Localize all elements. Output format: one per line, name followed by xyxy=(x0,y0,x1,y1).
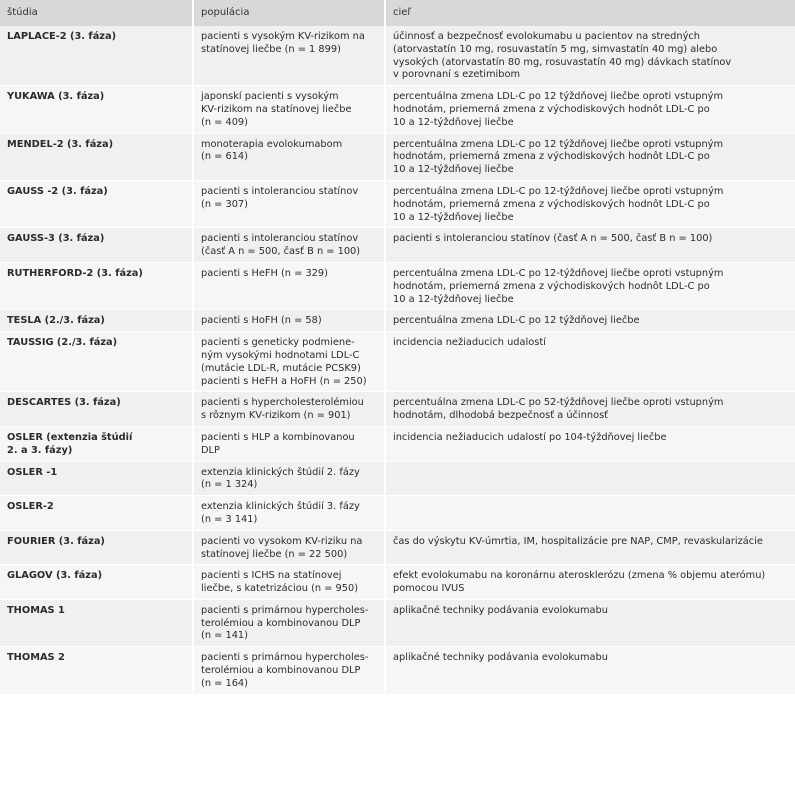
cell-line: extenzia klinických štúdií 3. fázy xyxy=(201,501,360,513)
cell-line: aplikačné techniky podávania evolokumabu xyxy=(393,604,608,616)
cell-line: hodnotám, priemerná zmena z východiskových hodnôt LDL-C po xyxy=(393,103,710,115)
cell-line: japonskí pacienti s vysokým xyxy=(201,91,339,103)
study-cell xyxy=(0,86,194,133)
population-cell xyxy=(194,228,386,263)
population-cell xyxy=(194,26,386,86)
cell-line: 2. a 3. fázy) xyxy=(7,444,73,456)
population-cell xyxy=(194,462,386,497)
cell-line: (n = 141) xyxy=(201,630,248,642)
goal-cell xyxy=(386,332,795,392)
study-cell xyxy=(0,181,194,228)
cell-line: (časť A n = 500, časť B n = 100) xyxy=(201,246,361,258)
table-row xyxy=(0,134,795,181)
cell-line: liečbe, s katetrizáciou (n = 950) xyxy=(201,583,359,595)
table-row xyxy=(0,647,795,694)
table-header-row xyxy=(0,0,795,26)
cell-line: (n = 3 141) xyxy=(201,513,258,525)
cell-line: percentuálna zmena LDL-C po 12-týždňovej liečbe oproti vstupným xyxy=(393,185,724,197)
cell-line: efekt evolokumabu na koronárnu aterosklerózu (zmena % objemu aterómu) xyxy=(393,570,766,582)
cell-line: vysokých (atorvastatín 80 mg, rosuvastatín 40 mg) dávkach statínov xyxy=(393,56,732,68)
population-cell xyxy=(194,86,386,133)
cell-line: s rôznym KV-rizikom (n = 901) xyxy=(201,410,351,422)
study-cell xyxy=(0,26,194,86)
cell-line: pacienti s primárnou hypercholes- xyxy=(201,604,369,616)
cell-line: čas do výskytu KV-úmrtia, IM, hospitalizácie pre NAP, CMP, revaskularizácie xyxy=(393,535,763,547)
table-row xyxy=(0,531,795,566)
study-cell xyxy=(0,496,194,531)
cell-line xyxy=(393,501,789,514)
cell-line: pacienti s intoleranciou statínov xyxy=(201,233,359,245)
cell-line: pacienti s HeFH (n = 329) xyxy=(201,267,328,279)
goal-cell xyxy=(386,462,795,497)
cell-line: hodnotám, priemerná zmena z východiskových hodnôt LDL-C po xyxy=(393,198,710,210)
cell-line: pacienti s intoleranciou statínov (časť A n = 500, časť B n = 100) xyxy=(393,233,713,245)
table-row xyxy=(0,496,795,531)
table-row xyxy=(0,565,795,600)
cell-line: hodnotám, priemerná zmena z východiskových hodnôt LDL-C po xyxy=(393,280,710,292)
cell-line: hodnotám, dlhodobá bezpečnosť a účinnosť xyxy=(393,410,609,422)
population-cell xyxy=(194,392,386,427)
cell-line: terolémiou a kombinovanou DLP xyxy=(201,617,361,629)
cell-line: pomocou IVUS xyxy=(393,583,465,595)
cell-line: extenzia klinických štúdií 2. fázy xyxy=(201,466,360,478)
study-cell xyxy=(0,462,194,497)
table-row xyxy=(0,26,795,86)
cell-line: 10 a 12-týždňovej liečbe xyxy=(393,116,514,128)
population-cell xyxy=(194,310,386,332)
cell-line: (atorvastatín 10 mg, rosuvastatín 5 mg, simvastatín 40 mg) alebo xyxy=(393,43,718,55)
cell-line: statínovej liečbe (n = 22 500) xyxy=(201,548,348,560)
cell-line: GAUSS -2 (3. fáza) xyxy=(7,185,108,197)
cell-line: ným vysokými hodnotami LDL-C xyxy=(201,349,360,361)
cell-line: aplikačné techniky podávania evolokumabu xyxy=(393,652,608,664)
cell-line: 10 a 12-týždňovej liečbe xyxy=(393,211,514,223)
cell-line: pacienti s hypercholesterolémiou xyxy=(201,397,364,409)
cell-line: (n = 1 324) xyxy=(201,479,258,491)
table-row xyxy=(0,332,795,392)
cell-line: percentuálna zmena LDL-C po 12 týždňovej liečbe xyxy=(393,315,640,327)
cell-line: (n = 409) xyxy=(201,116,248,128)
study-cell xyxy=(0,134,194,181)
goal-cell xyxy=(386,310,795,332)
study-cell xyxy=(0,565,194,600)
cell-line: pacienti s primárnou hypercholes- xyxy=(201,652,369,664)
cell-line: GAUSS-3 (3. fáza) xyxy=(7,233,105,245)
header-study: štúdia xyxy=(0,0,194,26)
goal-cell xyxy=(386,228,795,263)
cell-line: (n = 614) xyxy=(201,151,248,163)
goal-cell xyxy=(386,531,795,566)
cell-line: účinnosť a bezpečnosť evolokumabu u pacientov na stredných xyxy=(393,31,700,42)
cell-line: KV-rizikom na statínovej liečbe xyxy=(201,103,352,115)
population-cell xyxy=(194,496,386,531)
goal-cell xyxy=(386,181,795,228)
cell-line: OSLER -1 xyxy=(7,466,58,478)
cell-line: (mutácie LDL-R, mutácie PCSK9) xyxy=(201,362,361,374)
table-row xyxy=(0,600,795,647)
cell-line: YUKAWA (3. fáza) xyxy=(7,91,105,103)
cell-line: OSLER (extenzia štúdií xyxy=(7,431,133,443)
cell-line: (n = 164) xyxy=(201,677,248,689)
population-cell xyxy=(194,565,386,600)
cell-line: MENDEL-2 (3. fáza) xyxy=(7,138,114,150)
cell-line: pacienti s HeFH a HoFH (n = 250) xyxy=(201,375,367,387)
cell-line: (n = 307) xyxy=(201,198,248,210)
study-cell xyxy=(0,427,194,462)
study-cell xyxy=(0,310,194,332)
cell-line: percentuálna zmena LDL-C po 12-týždňovej liečbe oproti vstupným xyxy=(393,267,724,279)
study-cell xyxy=(0,263,194,310)
cell-line: monoterapia evolokumabom xyxy=(201,138,343,150)
cell-line: incidencia nežiaducich udalostí po 104-týždňovej liečbe xyxy=(393,431,667,443)
goal-cell xyxy=(386,263,795,310)
cell-line: LAPLACE-2 (3. fáza) xyxy=(7,31,117,42)
population-cell xyxy=(194,263,386,310)
population-cell xyxy=(194,181,386,228)
table-row xyxy=(0,392,795,427)
study-cell xyxy=(0,647,194,694)
table-row xyxy=(0,263,795,310)
goal-cell xyxy=(386,86,795,133)
goal-cell xyxy=(386,647,795,694)
goal-cell xyxy=(386,427,795,462)
cell-line: pacienti s HoFH (n = 58) xyxy=(201,315,322,327)
cell-line: percentuálna zmena LDL-C po 52-týždňovej liečbe oproti vstupným xyxy=(393,397,724,409)
cell-line: 10 a 12-týždňovej liečbe xyxy=(393,293,514,305)
goal-cell xyxy=(386,392,795,427)
cell-line: THOMAS 2 xyxy=(7,652,65,664)
population-cell xyxy=(194,332,386,392)
table-row xyxy=(0,310,795,332)
goal-cell xyxy=(386,496,795,531)
study-cell xyxy=(0,228,194,263)
cell-line: THOMAS 1 xyxy=(7,604,65,616)
cell-line: OSLER-2 xyxy=(7,501,54,513)
study-cell xyxy=(0,600,194,647)
cell-line: percentuálna zmena LDL-C po 12 týždňovej liečbe oproti vstupným xyxy=(393,91,724,103)
goal-cell xyxy=(386,600,795,647)
cell-line: statínovej liečbe (n = 1 899) xyxy=(201,43,341,55)
population-cell xyxy=(194,600,386,647)
cell-line: 10 a 12-týždňovej liečbe xyxy=(393,164,514,176)
cell-line: RUTHERFORD-2 (3. fáza) xyxy=(7,267,143,279)
population-cell xyxy=(194,427,386,462)
cell-line: DESCARTES (3. fáza) xyxy=(7,397,121,409)
cell-line: DLP xyxy=(201,444,220,456)
table-row xyxy=(0,462,795,497)
table-row xyxy=(0,228,795,263)
cell-line: percentuálna zmena LDL-C po 12 týždňovej liečbe oproti vstupným xyxy=(393,138,724,150)
cell-line: pacienti s intoleranciou statínov xyxy=(201,185,359,197)
header-population: populácia xyxy=(194,0,386,26)
cell-line: TESLA (2./3. fáza) xyxy=(7,315,105,327)
table-row xyxy=(0,86,795,133)
goal-cell xyxy=(386,26,795,86)
cell-line: terolémiou a kombinovanou DLP xyxy=(201,665,361,677)
table-row xyxy=(0,181,795,228)
cell-line: GLAGOV (3. fáza) xyxy=(7,570,103,582)
goal-cell xyxy=(386,565,795,600)
table-row xyxy=(0,427,795,462)
table-body xyxy=(0,26,795,695)
cell-line: pacienti s vysokým KV-rizikom na xyxy=(201,31,365,42)
header-goal: cieľ xyxy=(386,0,795,26)
cell-line xyxy=(393,467,789,480)
cell-line: incidencia nežiaducich udalostí xyxy=(393,337,546,349)
study-cell xyxy=(0,332,194,392)
study-cell xyxy=(0,531,194,566)
cell-line: pacienti s geneticky podmiene- xyxy=(201,337,355,349)
cell-line: v porovnaní s ezetimibom xyxy=(393,69,520,81)
cell-line: pacienti s ICHS na statínovej xyxy=(201,570,342,582)
study-cell xyxy=(0,392,194,427)
cell-line: hodnotám, priemerná zmena z východiskových hodnôt LDL-C po xyxy=(393,151,710,163)
cell-line: FOURIER (3. fáza) xyxy=(7,535,105,547)
population-cell xyxy=(194,647,386,694)
cell-line: pacienti s HLP a kombinovanou xyxy=(201,431,355,443)
cell-line: pacienti vo vysokom KV-riziku na xyxy=(201,535,363,547)
cell-line: TAUSSIG (2./3. fáza) xyxy=(7,337,118,349)
population-cell xyxy=(194,531,386,566)
goal-cell xyxy=(386,134,795,181)
population-cell xyxy=(194,134,386,181)
